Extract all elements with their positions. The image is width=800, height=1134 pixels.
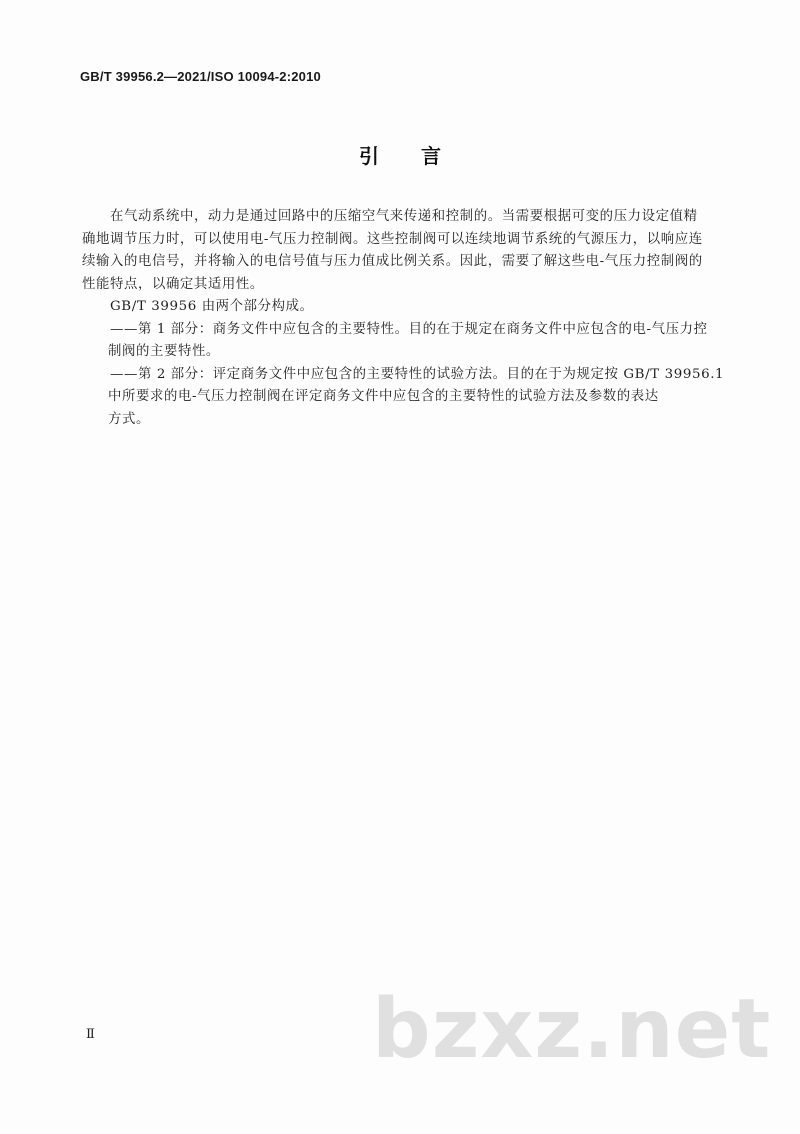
- paragraph-1-line-3: 续输入的电信号，并将输入的电信号值与压力值成比例关系。因此，需要了解这些电-气压力控制阀的: [82, 254, 703, 269]
- watermark-logo: bzxz.net: [372, 982, 772, 1077]
- page-number: Ⅱ: [86, 1027, 95, 1042]
- paragraph-1-line-2: 确地调节压力时，可以使用电-气压力控制阀。这些控制阀可以连续地调节系统的气源压力，以响应连: [82, 231, 703, 247]
- title-char-1: 引: [359, 144, 379, 168]
- standard-code-header: GB/T 39956.2—2021/ISO 10094-2:2010: [80, 69, 321, 84]
- list-item-2-line-3: 方式。: [108, 411, 150, 427]
- paragraph-1-line-1: 在气动系统中，动力是通过回路中的压缩空气来传递和控制的。当需要根据可变的压力设定值精: [110, 209, 698, 224]
- title-char-2: 言: [421, 144, 441, 168]
- page-title: [0, 140, 800, 169]
- list-item-2-line-2: 中所要求的电-气压力控制阀在评定商务文件中应包含的主要特性的试验方法及参数的表达: [108, 389, 659, 404]
- paragraph-2: GB/T 39956 由两个部分构成。: [110, 299, 314, 314]
- list-item-1-line-2: 制阀的主要特性。: [108, 344, 220, 359]
- introduction-body: [82, 206, 725, 431]
- paragraph-1-line-4: 性能特点，以确定其适用性。: [82, 276, 264, 292]
- list-item-2-line-1: ——第 2 部分：评定商务文件中应包含的主要特性的试验方法。目的在于为规定按 GB/T 39956.1: [110, 366, 725, 382]
- list-item-1-line-1: ——第 1 部分：商务文件中应包含的主要特性。目的在于规定在商务文件中应包含的电-气压力控: [110, 321, 708, 337]
